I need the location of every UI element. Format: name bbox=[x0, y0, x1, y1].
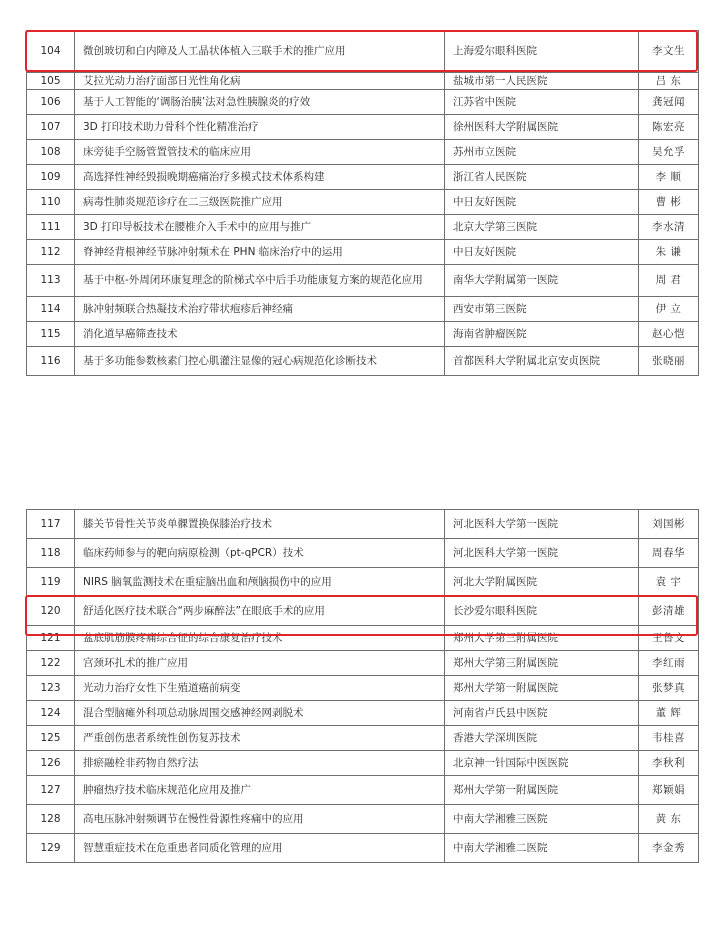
table-row bbox=[27, 140, 699, 165]
hospital-name: 中南大学湘雅二医院 bbox=[445, 834, 639, 863]
person-name: 李金秀 bbox=[639, 834, 699, 863]
hospital-name: 徐州医科大学附属医院 bbox=[445, 115, 639, 140]
table-row bbox=[27, 726, 699, 751]
project-name: 基于人工智能的‘调肠治胰’法对急性胰腺炎的疗效 bbox=[75, 90, 445, 115]
table-row bbox=[27, 597, 699, 626]
row-number: 120 bbox=[27, 597, 75, 626]
hospital-name: 郑州大学第一附属医院 bbox=[445, 676, 639, 701]
table-row bbox=[27, 701, 699, 726]
person-name: 李秋利 bbox=[639, 751, 699, 776]
project-name: 脊神经背根神经节脉冲射频术在 PHN 临床治疗中的运用 bbox=[75, 240, 445, 265]
project-table-upper-body bbox=[27, 31, 699, 376]
table-row bbox=[27, 751, 699, 776]
hospital-name: 中南大学湘雅三医院 bbox=[445, 805, 639, 834]
project-name: 床旁徒手空肠管置管技术的临床应用 bbox=[75, 140, 445, 165]
hospital-name: 河北大学附属医院 bbox=[445, 568, 639, 597]
table-row bbox=[27, 165, 699, 190]
table-row bbox=[27, 190, 699, 215]
row-number: 122 bbox=[27, 651, 75, 676]
hospital-name: 北京大学第三医院 bbox=[445, 215, 639, 240]
hospital-name: 河北医科大学第一医院 bbox=[445, 539, 639, 568]
project-name: 智慧重症技术在危重患者同质化管理的应用 bbox=[75, 834, 445, 863]
table-row bbox=[27, 297, 699, 322]
hospital-name: 中日友好医院 bbox=[445, 190, 639, 215]
hospital-name: 江苏省中医院 bbox=[445, 90, 639, 115]
row-number: 123 bbox=[27, 676, 75, 701]
person-name: 张晓丽 bbox=[639, 347, 699, 376]
row-number: 116 bbox=[27, 347, 75, 376]
person-name: 李文生 bbox=[639, 31, 699, 73]
person-name: 曹 彬 bbox=[639, 190, 699, 215]
row-number: 125 bbox=[27, 726, 75, 751]
person-name: 张梦真 bbox=[639, 676, 699, 701]
hospital-name: 长沙爱尔眼科医院 bbox=[445, 597, 639, 626]
project-name: 膝关节骨性关节炎单髁置换保膝治疗技术 bbox=[75, 510, 445, 539]
project-name: 消化道早癌筛查技术 bbox=[75, 322, 445, 347]
row-number: 110 bbox=[27, 190, 75, 215]
table-row bbox=[27, 805, 699, 834]
project-name: 高选择性神经毁损晚期癌痛治疗多模式技术体系构建 bbox=[75, 165, 445, 190]
hospital-name: 河北医科大学第一医院 bbox=[445, 510, 639, 539]
table-row bbox=[27, 215, 699, 240]
person-name: 陈宏亮 bbox=[639, 115, 699, 140]
project-name: 排瘀融栓非药物自然疗法 bbox=[75, 751, 445, 776]
table-row bbox=[27, 73, 699, 90]
person-name: 韦桂喜 bbox=[639, 726, 699, 751]
project-name: 临床药师参与的靶向病原检测（pt-qPCR）技术 bbox=[75, 539, 445, 568]
hospital-name: 海南省肿瘤医院 bbox=[445, 322, 639, 347]
table-row bbox=[27, 676, 699, 701]
person-name: 周春华 bbox=[639, 539, 699, 568]
row-number: 128 bbox=[27, 805, 75, 834]
hospital-name: 西安市第三医院 bbox=[445, 297, 639, 322]
project-table-upper bbox=[26, 30, 699, 376]
table-row bbox=[27, 265, 699, 297]
table-row bbox=[27, 626, 699, 651]
row-number: 127 bbox=[27, 776, 75, 805]
project-name: 宫颈环扎术的推广应用 bbox=[75, 651, 445, 676]
project-name: 肿瘤热疗技术临床规范化应用及推广 bbox=[75, 776, 445, 805]
row-number: 109 bbox=[27, 165, 75, 190]
person-name: 吕 东 bbox=[639, 73, 699, 90]
row-number: 112 bbox=[27, 240, 75, 265]
hospital-name: 浙江省人民医院 bbox=[445, 165, 639, 190]
hospital-name: 首都医科大学附属北京安贞医院 bbox=[445, 347, 639, 376]
table-row bbox=[27, 347, 699, 376]
row-number: 114 bbox=[27, 297, 75, 322]
person-name: 伊 立 bbox=[639, 297, 699, 322]
row-number: 115 bbox=[27, 322, 75, 347]
person-name: 李水清 bbox=[639, 215, 699, 240]
project-name: 3D 打印导板技术在腰椎介入手术中的应用与推广 bbox=[75, 215, 445, 240]
table-row bbox=[27, 322, 699, 347]
row-number: 104 bbox=[27, 31, 75, 73]
hospital-name: 中日友好医院 bbox=[445, 240, 639, 265]
row-number: 121 bbox=[27, 626, 75, 651]
hospital-name: 郑州大学第三附属医院 bbox=[445, 651, 639, 676]
person-name: 刘国彬 bbox=[639, 510, 699, 539]
row-number: 119 bbox=[27, 568, 75, 597]
table-row bbox=[27, 651, 699, 676]
project-name: 基于中枢-外周闭环康复理念的阶梯式卒中后手功能康复方案的规范化应用 bbox=[75, 265, 445, 297]
project-name: 脉冲射频联合热凝技术治疗带状疱疹后神经痛 bbox=[75, 297, 445, 322]
person-name: 袁 宇 bbox=[639, 568, 699, 597]
project-name: NIRS 脑氧监测技术在重症脑出血和颅脑损伤中的应用 bbox=[75, 568, 445, 597]
row-number: 111 bbox=[27, 215, 75, 240]
table-row bbox=[27, 568, 699, 597]
person-name: 龚冠闻 bbox=[639, 90, 699, 115]
project-name: 微创玻切和白内障及人工晶状体植入三联手术的推广应用 bbox=[75, 31, 445, 73]
table-row bbox=[27, 31, 699, 73]
row-number: 113 bbox=[27, 265, 75, 297]
project-name: 病毒性肺炎规范诊疗在二三级医院推广应用 bbox=[75, 190, 445, 215]
row-number: 108 bbox=[27, 140, 75, 165]
table-row bbox=[27, 510, 699, 539]
table-row bbox=[27, 115, 699, 140]
row-number: 126 bbox=[27, 751, 75, 776]
table-row bbox=[27, 834, 699, 863]
person-name: 李红雨 bbox=[639, 651, 699, 676]
person-name: 吴允孚 bbox=[639, 140, 699, 165]
project-name: 高电压脉冲射频调节在慢性骨源性疼痛中的应用 bbox=[75, 805, 445, 834]
row-number: 129 bbox=[27, 834, 75, 863]
project-name: 3D 打印技术助力骨科个性化精准治疗 bbox=[75, 115, 445, 140]
table-row bbox=[27, 776, 699, 805]
person-name: 郑颖娟 bbox=[639, 776, 699, 805]
hospital-name: 河南省卢氏县中医院 bbox=[445, 701, 639, 726]
hospital-name: 盐城市第一人民医院 bbox=[445, 73, 639, 90]
hospital-name: 上海爱尔眼科医院 bbox=[445, 31, 639, 73]
hospital-name: 郑州大学第一附属医院 bbox=[445, 776, 639, 805]
person-name: 彭清雄 bbox=[639, 597, 699, 626]
row-number: 118 bbox=[27, 539, 75, 568]
hospital-name: 苏州市立医院 bbox=[445, 140, 639, 165]
table-row bbox=[27, 539, 699, 568]
project-name: 舒适化医疗技术联合“两步麻醉法”在眼底手术的应用 bbox=[75, 597, 445, 626]
hospital-name: 北京神一针国际中医医院 bbox=[445, 751, 639, 776]
person-name: 周 君 bbox=[639, 265, 699, 297]
project-name: 基于多功能参数核素门控心肌灌注显像的冠心病规范化诊断技术 bbox=[75, 347, 445, 376]
hospital-name: 郑州大学第三附属医院 bbox=[445, 626, 639, 651]
project-name: 混合型脑瘫外科项总动脉周围交感神经网剥脱术 bbox=[75, 701, 445, 726]
table-row bbox=[27, 240, 699, 265]
project-name: 严重创伤患者系统性创伤复苏技术 bbox=[75, 726, 445, 751]
row-number: 117 bbox=[27, 510, 75, 539]
project-name: 光动力治疗女性下生殖道癌前病变 bbox=[75, 676, 445, 701]
project-name: 艾拉光动力治疗面部日光性角化病 bbox=[75, 73, 445, 90]
row-number: 107 bbox=[27, 115, 75, 140]
table-row bbox=[27, 90, 699, 115]
person-name: 朱 谦 bbox=[639, 240, 699, 265]
project-name: 盆底肌筋膜疼痛综合征的综合康复治疗技术 bbox=[75, 626, 445, 651]
person-name: 董 辉 bbox=[639, 701, 699, 726]
row-number: 105 bbox=[27, 73, 75, 90]
row-number: 106 bbox=[27, 90, 75, 115]
hospital-name: 南华大学附属第一医院 bbox=[445, 265, 639, 297]
project-table-lower bbox=[26, 509, 699, 863]
person-name: 王鲁文 bbox=[639, 626, 699, 651]
hospital-name: 香港大学深圳医院 bbox=[445, 726, 639, 751]
project-table-lower-body bbox=[27, 510, 699, 863]
person-name: 李 顺 bbox=[639, 165, 699, 190]
row-number: 124 bbox=[27, 701, 75, 726]
person-name: 赵心恺 bbox=[639, 322, 699, 347]
person-name: 黄 东 bbox=[639, 805, 699, 834]
